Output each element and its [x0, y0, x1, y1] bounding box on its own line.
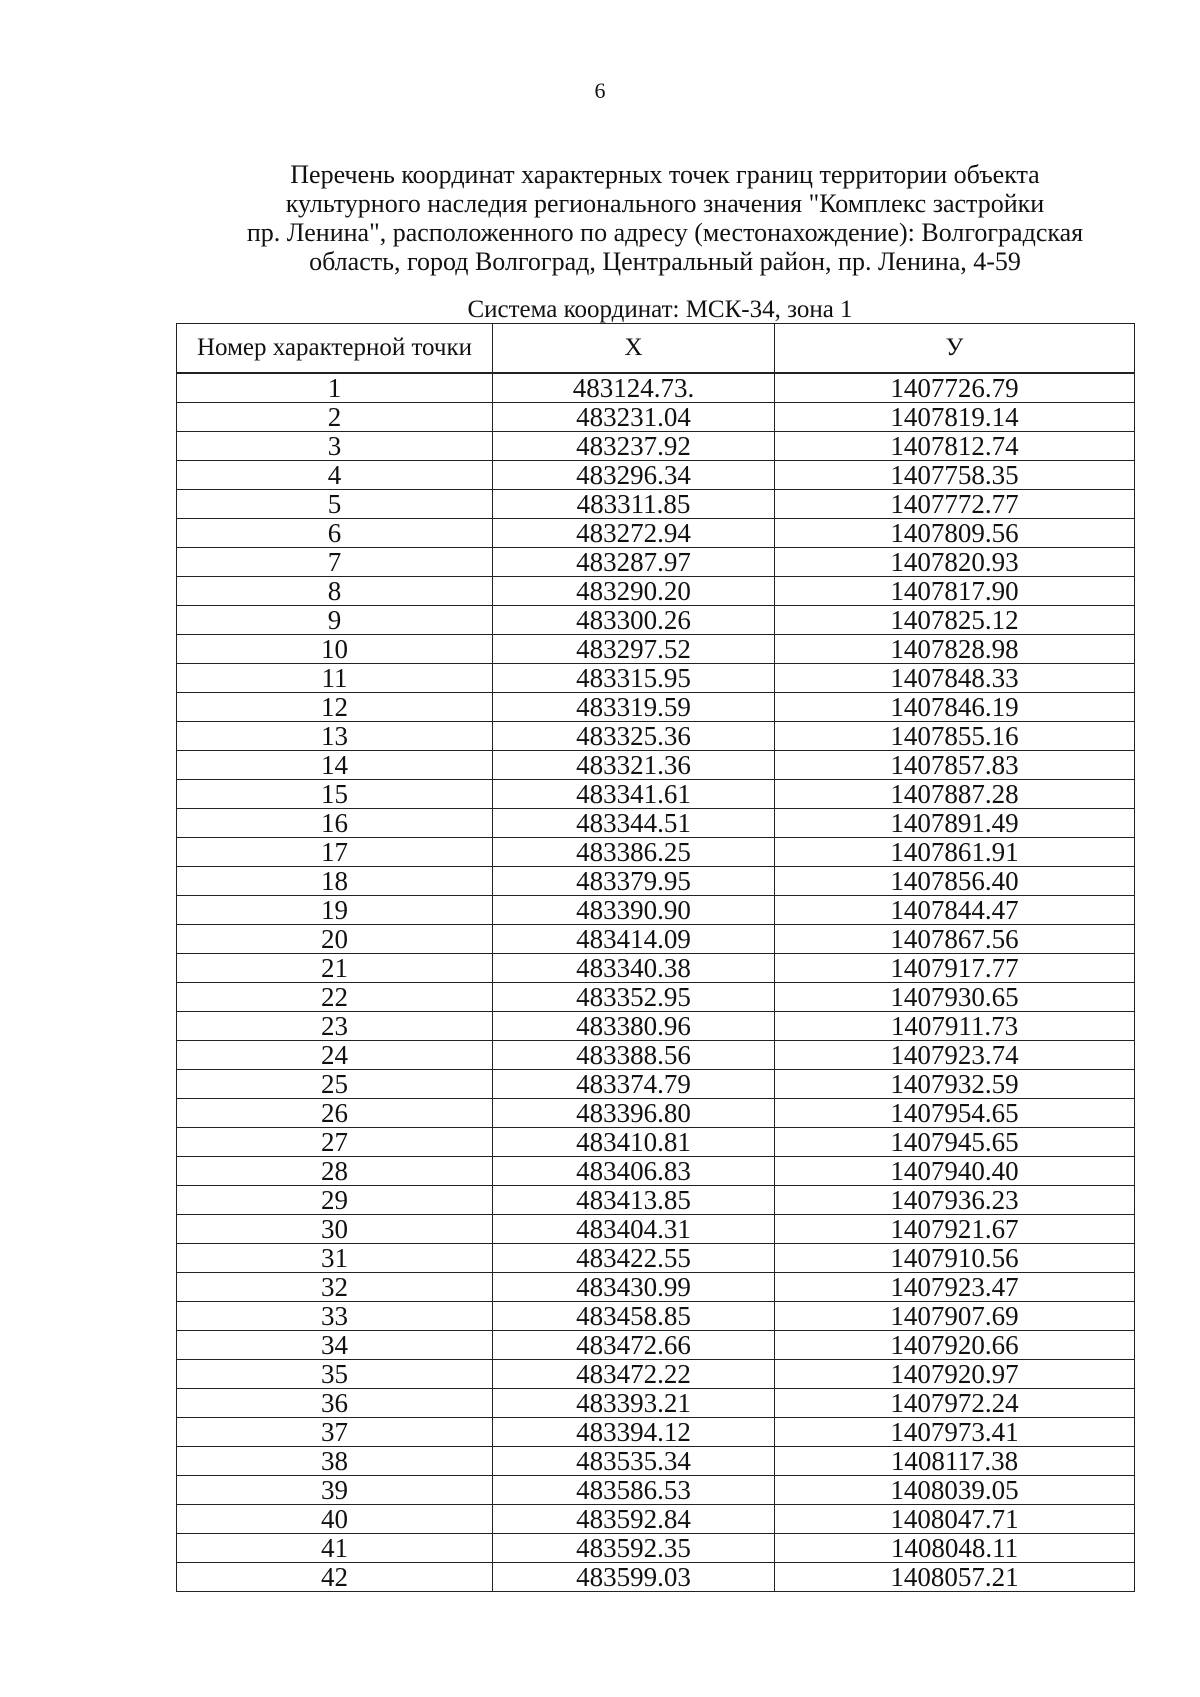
table-row	[177, 1476, 1135, 1505]
y-cell: 1408039.05	[775, 1476, 1135, 1505]
y-cell: 1407758.35	[775, 461, 1135, 490]
point-number-cell: 18	[177, 867, 493, 896]
table-row	[177, 1012, 1135, 1041]
table-row	[177, 1157, 1135, 1186]
y-cell: 1407726.79	[775, 373, 1135, 403]
table-row	[177, 432, 1135, 461]
x-cell: 483535.34	[493, 1447, 775, 1476]
y-cell: 1407923.47	[775, 1273, 1135, 1302]
x-cell: 483413.85	[493, 1186, 775, 1215]
table-row	[177, 490, 1135, 519]
x-cell: 483272.94	[493, 519, 775, 548]
point-number-cell: 30	[177, 1215, 493, 1244]
x-cell: 483296.34	[493, 461, 775, 490]
y-cell: 1407812.74	[775, 432, 1135, 461]
x-cell: 483430.99	[493, 1273, 775, 1302]
table-row	[177, 1215, 1135, 1244]
table-row	[177, 954, 1135, 983]
point-number-cell: 32	[177, 1273, 493, 1302]
point-number-cell: 39	[177, 1476, 493, 1505]
y-cell: 1407940.40	[775, 1157, 1135, 1186]
y-cell: 1407920.97	[775, 1360, 1135, 1389]
table-row	[177, 519, 1135, 548]
table-row	[177, 1418, 1135, 1447]
point-number-cell: 33	[177, 1302, 493, 1331]
x-cell: 483297.52	[493, 635, 775, 664]
point-number-cell: 5	[177, 490, 493, 519]
y-cell: 1408057.21	[775, 1563, 1135, 1592]
x-cell: 483311.85	[493, 490, 775, 519]
point-number-cell: 6	[177, 519, 493, 548]
table-row	[177, 838, 1135, 867]
x-cell: 483344.51	[493, 809, 775, 838]
y-cell: 1407867.56	[775, 925, 1135, 954]
table-row	[177, 1302, 1135, 1331]
table-header-row	[177, 324, 1135, 374]
point-number-cell: 8	[177, 577, 493, 606]
point-number-cell: 17	[177, 838, 493, 867]
x-cell: 483340.38	[493, 954, 775, 983]
point-number-cell: 24	[177, 1041, 493, 1070]
point-number-cell: 34	[177, 1331, 493, 1360]
point-number-cell: 4	[177, 461, 493, 490]
y-cell: 1407911.73	[775, 1012, 1135, 1041]
y-cell: 1408048.11	[775, 1534, 1135, 1563]
point-number-cell: 16	[177, 809, 493, 838]
table-row	[177, 1128, 1135, 1157]
x-cell: 483472.22	[493, 1360, 775, 1389]
point-number-cell: 26	[177, 1099, 493, 1128]
x-cell: 483388.56	[493, 1041, 775, 1070]
coordinates-table	[176, 323, 1135, 1592]
table-row	[177, 1186, 1135, 1215]
point-number-cell: 2	[177, 403, 493, 432]
x-cell: 483458.85	[493, 1302, 775, 1331]
x-cell: 483124.73.	[493, 373, 775, 403]
table-row	[177, 925, 1135, 954]
x-cell: 483406.83	[493, 1157, 775, 1186]
table-row	[177, 403, 1135, 432]
table-row	[177, 1099, 1135, 1128]
x-cell: 483352.95	[493, 983, 775, 1012]
table-row	[177, 606, 1135, 635]
y-cell: 1407825.12	[775, 606, 1135, 635]
point-number-cell: 19	[177, 896, 493, 925]
x-cell: 483414.09	[493, 925, 775, 954]
x-cell: 483390.90	[493, 896, 775, 925]
x-cell: 483386.25	[493, 838, 775, 867]
coordinate-system-caption: Система координат: МСК-34, зона 1	[467, 296, 853, 323]
y-cell: 1407921.67	[775, 1215, 1135, 1244]
x-cell: 483325.36	[493, 722, 775, 751]
y-cell: 1407819.14	[775, 403, 1135, 432]
x-cell: 483404.31	[493, 1215, 775, 1244]
x-cell: 483410.81	[493, 1128, 775, 1157]
point-number-cell: 40	[177, 1505, 493, 1534]
x-cell: 483599.03	[493, 1563, 775, 1592]
header-point-number: Номер характерной точки	[177, 324, 493, 374]
page-number: 6	[594, 78, 606, 103]
y-cell: 1407809.56	[775, 519, 1135, 548]
point-number-cell: 1	[177, 373, 493, 403]
table-row	[177, 693, 1135, 722]
y-cell: 1407954.65	[775, 1099, 1135, 1128]
x-cell: 483586.53	[493, 1476, 775, 1505]
document-title	[190, 160, 1140, 276]
y-cell: 1407828.98	[775, 635, 1135, 664]
y-cell: 1407930.65	[775, 983, 1135, 1012]
point-number-cell: 7	[177, 548, 493, 577]
y-cell: 1407936.23	[775, 1186, 1135, 1215]
x-cell: 483315.95	[493, 664, 775, 693]
y-cell: 1407910.56	[775, 1244, 1135, 1273]
y-cell: 1407772.77	[775, 490, 1135, 519]
y-cell: 1407945.65	[775, 1128, 1135, 1157]
x-cell: 483380.96	[493, 1012, 775, 1041]
x-cell: 483300.26	[493, 606, 775, 635]
x-cell: 483394.12	[493, 1418, 775, 1447]
point-number-cell: 35	[177, 1360, 493, 1389]
table-body	[177, 373, 1135, 1592]
title-line: пр. Ленина", расположенного по адресу (местонахождение): Волгоградская	[246, 218, 1084, 247]
title-line: культурного наследия регионального значения "Комплекс застройки	[285, 189, 1045, 218]
point-number-cell: 9	[177, 606, 493, 635]
y-cell: 1407920.66	[775, 1331, 1135, 1360]
table-row	[177, 577, 1135, 606]
table-row	[177, 1360, 1135, 1389]
x-cell: 483422.55	[493, 1244, 775, 1273]
y-cell: 1408047.71	[775, 1505, 1135, 1534]
x-cell: 483341.61	[493, 780, 775, 809]
y-cell: 1407887.28	[775, 780, 1135, 809]
y-cell: 1407917.77	[775, 954, 1135, 983]
point-number-cell: 15	[177, 780, 493, 809]
y-cell: 1407820.93	[775, 548, 1135, 577]
table-row	[177, 809, 1135, 838]
point-number-cell: 36	[177, 1389, 493, 1418]
x-cell: 483472.66	[493, 1331, 775, 1360]
y-cell: 1407932.59	[775, 1070, 1135, 1099]
y-cell: 1407855.16	[775, 722, 1135, 751]
table-row	[177, 1041, 1135, 1070]
table-row	[177, 896, 1135, 925]
y-cell: 1408117.38	[775, 1447, 1135, 1476]
x-cell: 483379.95	[493, 867, 775, 896]
table-row	[177, 1389, 1135, 1418]
table-row	[177, 1331, 1135, 1360]
x-cell: 483231.04	[493, 403, 775, 432]
table-row	[177, 983, 1135, 1012]
table-row	[177, 722, 1135, 751]
x-cell: 483319.59	[493, 693, 775, 722]
point-number-cell: 29	[177, 1186, 493, 1215]
y-cell: 1407861.91	[775, 838, 1135, 867]
y-cell: 1407973.41	[775, 1418, 1135, 1447]
x-cell: 483237.92	[493, 432, 775, 461]
point-number-cell: 27	[177, 1128, 493, 1157]
y-cell: 1407907.69	[775, 1302, 1135, 1331]
point-number-cell: 20	[177, 925, 493, 954]
point-number-cell: 21	[177, 954, 493, 983]
x-cell: 483287.97	[493, 548, 775, 577]
table-row	[177, 373, 1135, 403]
table-row	[177, 1534, 1135, 1563]
point-number-cell: 31	[177, 1244, 493, 1273]
y-cell: 1407923.74	[775, 1041, 1135, 1070]
y-cell: 1407848.33	[775, 664, 1135, 693]
table-row	[177, 635, 1135, 664]
table-row	[177, 1505, 1135, 1534]
point-number-cell: 38	[177, 1447, 493, 1476]
x-cell: 483592.35	[493, 1534, 775, 1563]
y-cell: 1407817.90	[775, 577, 1135, 606]
point-number-cell: 11	[177, 664, 493, 693]
point-number-cell: 37	[177, 1418, 493, 1447]
y-cell: 1407972.24	[775, 1389, 1135, 1418]
point-number-cell: 25	[177, 1070, 493, 1099]
x-cell: 483290.20	[493, 577, 775, 606]
x-cell: 483321.36	[493, 751, 775, 780]
point-number-cell: 12	[177, 693, 493, 722]
y-cell: 1407846.19	[775, 693, 1135, 722]
y-cell: 1407891.49	[775, 809, 1135, 838]
x-cell: 483396.80	[493, 1099, 775, 1128]
table-row	[177, 867, 1135, 896]
point-number-cell: 42	[177, 1563, 493, 1592]
table-row	[177, 548, 1135, 577]
header-x: X	[493, 324, 775, 374]
title-line: Перечень координат характерных точек границ территории объекта	[290, 160, 1040, 189]
table-row	[177, 780, 1135, 809]
y-cell: 1407844.47	[775, 896, 1135, 925]
point-number-cell: 41	[177, 1534, 493, 1563]
table-row	[177, 461, 1135, 490]
point-number-cell: 13	[177, 722, 493, 751]
table-row	[177, 1273, 1135, 1302]
point-number-cell: 23	[177, 1012, 493, 1041]
x-cell: 483393.21	[493, 1389, 775, 1418]
table-row	[177, 1070, 1135, 1099]
table-row	[177, 751, 1135, 780]
table-row	[177, 1447, 1135, 1476]
table-row	[177, 1244, 1135, 1273]
point-number-cell: 3	[177, 432, 493, 461]
y-cell: 1407856.40	[775, 867, 1135, 896]
table-row	[177, 1563, 1135, 1592]
point-number-cell: 10	[177, 635, 493, 664]
point-number-cell: 22	[177, 983, 493, 1012]
x-cell: 483374.79	[493, 1070, 775, 1099]
title-line: область, город Волгоград, Центральный район, пр. Ленина, 4-59	[309, 247, 1021, 276]
header-y: У	[775, 324, 1135, 374]
point-number-cell: 14	[177, 751, 493, 780]
point-number-cell: 28	[177, 1157, 493, 1186]
y-cell: 1407857.83	[775, 751, 1135, 780]
table-row	[177, 664, 1135, 693]
x-cell: 483592.84	[493, 1505, 775, 1534]
